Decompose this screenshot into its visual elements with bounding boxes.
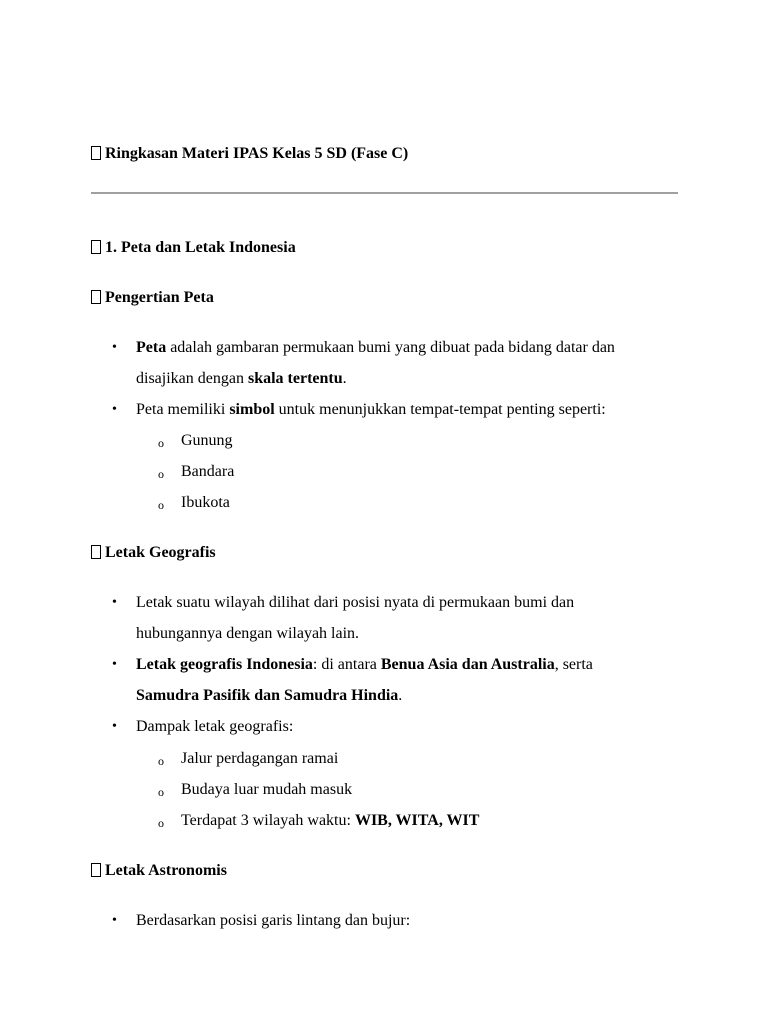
sub-list-item: Ibukota (181, 494, 230, 511)
sub-bullet-marker: o (158, 754, 164, 768)
missing-emoji-icon (91, 863, 101, 877)
bold-text: WIB, WITA, WIT (354, 812, 480, 829)
sub-bullet-marker: o (158, 436, 164, 450)
text: . (398, 687, 403, 704)
list-item-geografis-indonesia (136, 654, 593, 676)
bullet-marker: • (112, 402, 117, 417)
bold-text: Letak geografis Indonesia (136, 656, 313, 673)
text: disajikan dengan (136, 370, 248, 387)
subheading-pengertian-peta (91, 287, 214, 309)
section-heading-text: 1. Peta dan Letak Indonesia (105, 239, 296, 256)
list-item-continuation (136, 685, 402, 707)
text: adalah gambaran permukaan bumi yang dibuat pada bidang datar dan (166, 339, 615, 356)
sub-list-item (181, 810, 479, 832)
list-item-peta-definition (136, 337, 615, 359)
list-item-peta-simbol (136, 399, 606, 421)
sub-bullet-marker: o (158, 467, 164, 481)
text: . (342, 370, 347, 387)
text: : di antara (312, 656, 381, 673)
sub-list-item: Budaya luar mudah masuk (181, 781, 353, 798)
missing-emoji-icon (91, 290, 101, 304)
bullet-marker: • (112, 913, 117, 928)
document-title-text: Ringkasan Materi IPAS Kelas 5 SD (Fase C) (105, 145, 409, 162)
text: Peta memiliki (136, 401, 230, 418)
document-title (91, 143, 408, 165)
subheading-letak-geografis (91, 542, 216, 564)
text: Terdapat 3 wilayah waktu: (181, 812, 355, 829)
sub-bullet-marker: o (158, 498, 164, 512)
bullet-marker: • (112, 595, 117, 610)
list-item-dampak: Dampak letak geografis: (136, 718, 294, 735)
subheading-text: Letak Astronomis (105, 862, 227, 879)
bullet-marker: • (112, 719, 117, 734)
bold-text: Samudra Pasifik dan Samudra Hindia (136, 687, 399, 704)
subheading-letak-astronomis (91, 860, 227, 882)
bullet-marker: • (112, 340, 117, 355)
bold-text: Peta (136, 339, 167, 356)
bullet-marker: • (112, 657, 117, 672)
list-item-continuation: hubungannya dengan wilayah lain. (136, 625, 360, 642)
list-item-continuation (136, 368, 347, 390)
bold-text: skala tertentu (247, 370, 343, 387)
list-item-geografis-definition: Letak suatu wilayah dilihat dari posisi nyata di permukaan bumi dan (136, 594, 575, 611)
subheading-text: Pengertian Peta (105, 289, 214, 306)
sub-bullet-marker: o (158, 785, 164, 799)
missing-emoji-icon (91, 240, 101, 254)
missing-emoji-icon (91, 146, 101, 160)
sub-list-item: Bandara (181, 463, 235, 480)
subheading-text: Letak Geografis (105, 544, 216, 561)
sub-list-item: Jalur perdagangan ramai (181, 750, 339, 767)
sub-list-item: Gunung (181, 432, 233, 449)
text: untuk menunjukkan tempat-tempat penting seperti: (274, 401, 606, 418)
sub-bullet-marker: o (158, 816, 164, 830)
horizontal-rule (91, 192, 678, 194)
bold-text: simbol (229, 401, 275, 418)
missing-emoji-icon (91, 545, 101, 559)
bold-text: Benua Asia dan Australia (380, 656, 555, 673)
section-heading-peta-letak (91, 237, 296, 259)
list-item-astronomis: Berdasarkan posisi garis lintang dan bujur: (136, 912, 411, 929)
text: , serta (554, 656, 593, 673)
